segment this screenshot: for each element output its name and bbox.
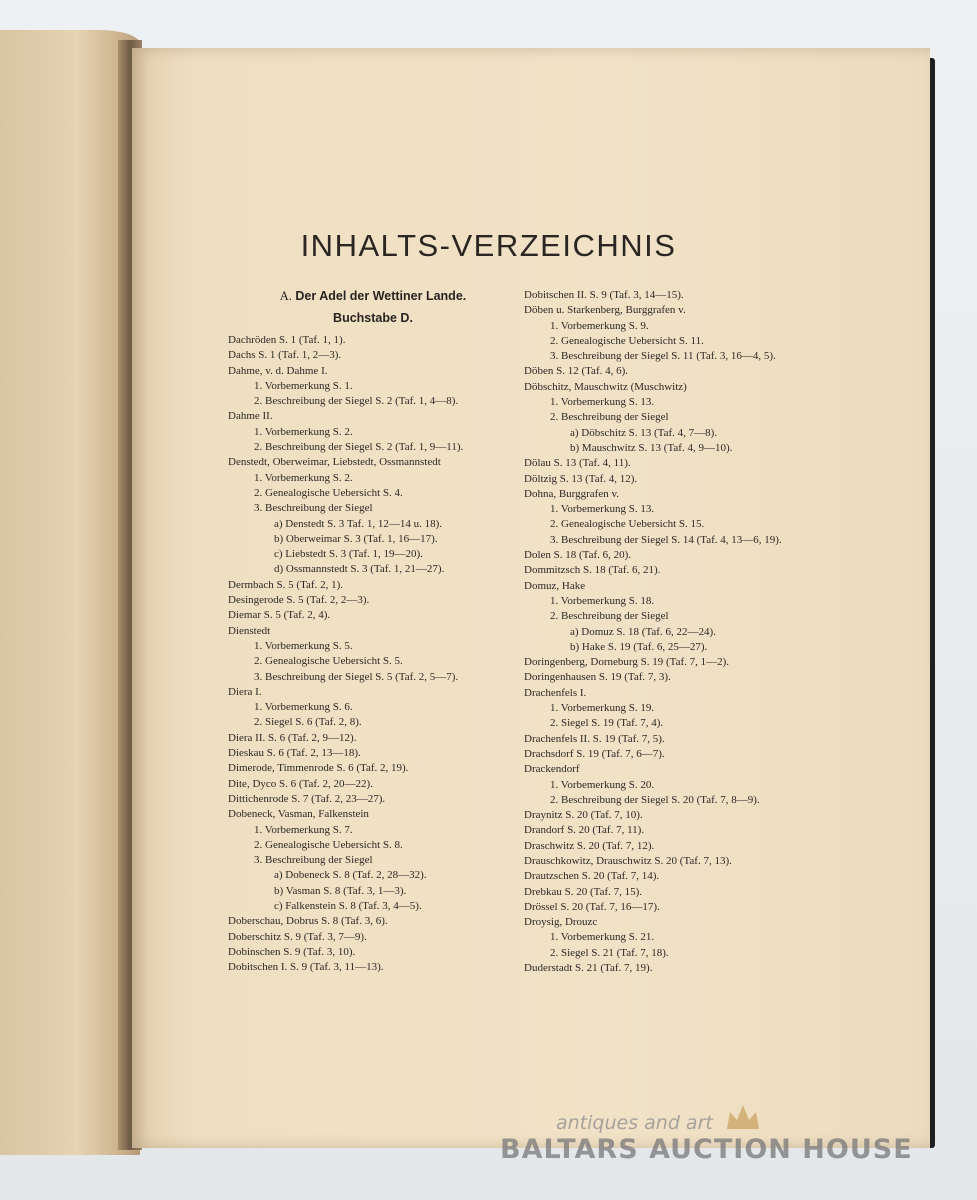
watermark-brand: BALTARS AUCTION HOUSE [500, 1134, 913, 1165]
toc-subentry: 1. Vorbemerkung S. 2. [254, 425, 353, 438]
toc-subentry: 1. Vorbemerkung S. 5. [254, 639, 353, 652]
toc-entry: Dobinschen S. 9 (Taf. 3, 10). [228, 945, 356, 958]
toc-subentry: b) Oberweimar S. 3 (Taf. 1, 16—17). [274, 532, 438, 545]
toc-entry: Doberschitz S. 9 (Taf. 3, 7—9). [228, 930, 367, 943]
toc-entry: Duderstadt S. 21 (Taf. 7, 19). [524, 962, 653, 975]
toc-entry: Dimerode, Timmenrode S. 6 (Taf. 2, 19). [228, 762, 409, 775]
toc-entry: Draschwitz S. 20 (Taf. 7, 12). [524, 839, 655, 852]
section-heading [228, 288, 518, 305]
toc-entry: Dachs S. 1 (Taf. 1, 2—3). [228, 349, 342, 362]
toc-subentry: 2. Beschreibung der Siegel S. 2 (Taf. 1, 4—8). [254, 395, 459, 408]
toc-subentry: 2. Siegel S. 6 (Taf. 2, 8). [254, 716, 362, 729]
toc-entry: Drachenfels II. S. 19 (Taf. 7, 5). [524, 732, 665, 745]
toc-entry: Döben u. Starkenberg, Burggrafen v. [524, 304, 686, 317]
toc-entry: Dohna, Burggrafen v. [524, 487, 620, 500]
toc-subentry: 2. Genealogische Uebersicht S. 8. [254, 838, 403, 851]
toc-entry: Denstedt, Oberweimar, Liebstedt, Ossmannstedt [228, 456, 441, 469]
toc-entry: Dobitschen II. S. 9 (Taf. 3, 14—15). [524, 289, 684, 301]
toc-subentry: 2. Genealogische Uebersicht S. 15. [550, 518, 705, 531]
toc-entry: Dienstedt [228, 624, 271, 637]
toc-entry: Dommitzsch S. 18 (Taf. 6, 21). [524, 564, 661, 577]
toc-subentry: 2. Beschreibung der Siegel [550, 411, 669, 424]
toc-subentry: 1. Vorbemerkung S. 1. [254, 379, 353, 392]
section-title: Der Adel der Wettiner Lande. [295, 289, 467, 303]
toc-list-left [228, 333, 518, 975]
toc-subentry: 2. Genealogische Uebersicht S. 5. [254, 655, 403, 668]
toc-subentry: 3. Beschreibung der Siegel [254, 502, 373, 515]
toc-entry: Doringenberg, Dorneburg S. 19 (Taf. 7, 1—2). [524, 656, 730, 669]
toc-subentry: 3. Beschreibung der Siegel S. 5 (Taf. 2, 5—7). [254, 670, 459, 683]
toc-list-right [524, 288, 874, 976]
toc-subentry: a) Döbschitz S. 13 (Taf. 4, 7—8). [570, 426, 718, 439]
toc-subentry: c) Falkenstein S. 8 (Taf. 3, 4—5). [274, 899, 422, 912]
toc-subentry: a) Domuz S. 18 (Taf. 6, 22—24). [570, 625, 716, 638]
toc-subentry: 1. Vorbemerkung S. 2. [254, 471, 353, 484]
toc-subentry: 1. Vorbemerkung S. 20. [550, 778, 655, 791]
toc-subentry: 1. Vorbemerkung S. 7. [254, 823, 353, 836]
section-letter: A. [279, 289, 292, 303]
toc-entry: Domuz, Hake [524, 579, 586, 592]
toc-entry: Diera II. S. 6 (Taf. 2, 9—12). [228, 731, 357, 744]
toc-entry: Dahme II. [228, 410, 273, 423]
toc-entry: Döbschitz, Mauschwitz (Muschwitz) [524, 380, 687, 393]
toc-subentry: 1. Vorbemerkung S. 6. [254, 701, 353, 714]
toc-entry: Drachenfels I. [524, 686, 587, 699]
toc-entry: Dobitschen I. S. 9 (Taf. 3, 11—13). [228, 961, 384, 974]
toc-subentry: d) Ossmannstedt S. 3 (Taf. 1, 21—27). [274, 563, 445, 576]
toc-entry: Dieskau S. 6 (Taf. 2, 13—18). [228, 747, 361, 760]
toc-entry: Dolen S. 18 (Taf. 6, 20). [524, 549, 632, 562]
toc-entry: Drautzschen S. 20 (Taf. 7, 14). [524, 870, 660, 883]
toc-entry: Dermbach S. 5 (Taf. 2, 1). [228, 578, 344, 591]
toc-entry: Doberschau, Dobrus S. 8 (Taf. 3, 6). [228, 915, 388, 928]
toc-entry: Drauschkowitz, Drauschwitz S. 20 (Taf. 7, 13). [524, 854, 732, 867]
toc-subentry: 1. Vorbemerkung S. 19. [550, 702, 655, 715]
watermark-tagline: antiques and art [556, 1112, 713, 1134]
toc-entry: Dachröden S. 1 (Taf. 1, 1). [228, 334, 346, 346]
toc-entry: Dölau S. 13 (Taf. 4, 11). [524, 457, 631, 470]
toc-entry: Drebkau S. 20 (Taf. 7, 15). [524, 885, 643, 898]
toc-entry: Dite, Dyco S. 6 (Taf. 2, 20—22). [228, 777, 373, 790]
toc-subentry: 3. Beschreibung der Siegel S. 14 (Taf. 4, 13—6, 19). [550, 533, 782, 546]
toc-subentry: 1. Vorbemerkung S. 13. [550, 396, 655, 409]
toc-entry: Drachsdorf S. 19 (Taf. 7, 6—7). [524, 747, 665, 760]
toc-subentry: c) Liebstedt S. 3 (Taf. 1, 19—20). [274, 548, 423, 561]
toc-entry: Döltzig S. 13 (Taf. 4, 12). [524, 472, 638, 485]
toc-subentry: 2. Beschreibung der Siegel [550, 610, 669, 623]
toc-entry: Drackendorf [524, 763, 580, 776]
toc-subentry: 2. Siegel S. 21 (Taf. 7, 18). [550, 946, 669, 959]
toc-subentry: 2. Genealogische Uebersicht S. 11. [550, 334, 704, 347]
toc-subentry: 2. Beschreibung der Siegel S. 20 (Taf. 7, 8—9). [550, 793, 760, 806]
toc-subentry: 1. Vorbemerkung S. 21. [550, 931, 655, 944]
crown-icon [724, 1102, 762, 1132]
toc-entry: Dobeneck, Vasman, Falkenstein [228, 808, 369, 821]
toc-subentry: b) Vasman S. 8 (Taf. 3, 1—3). [274, 884, 407, 897]
page-title: INHALTS-VERZEICHNIS [300, 228, 677, 263]
toc-entry: Droysig, Drouzc [524, 916, 598, 929]
toc-left-column [228, 288, 518, 975]
toc-entry: Desingerode S. 5 (Taf. 2, 2—3). [228, 594, 370, 607]
toc-entry: Döben S. 12 (Taf. 4, 6). [524, 365, 629, 378]
toc-entry: Drössel S. 20 (Taf. 7, 16—17). [524, 900, 660, 913]
toc-entry: Drandorf S. 20 (Taf. 7, 11). [524, 824, 645, 837]
toc-subentry: b) Hake S. 19 (Taf. 6, 25—27). [570, 640, 708, 653]
toc-entry: Diera I. [228, 685, 262, 698]
toc-entry: Dahme, v. d. Dahme I. [228, 364, 328, 377]
toc-subentry: 1. Vorbemerkung S. 18. [550, 594, 655, 607]
toc-subentry: 1. Vorbemerkung S. 9. [550, 319, 649, 332]
toc-subentry: 2. Genealogische Uebersicht S. 4. [254, 486, 403, 499]
toc-subentry: a) Denstedt S. 3 Taf. 1, 12—14 u. 18). [274, 517, 442, 530]
toc-subentry: b) Mauschwitz S. 13 (Taf. 4, 9—10). [570, 441, 733, 454]
toc-subentry: 2. Beschreibung der Siegel S. 2 (Taf. 1, 9—11). [254, 441, 464, 454]
toc-entry: Doringenhausen S. 19 (Taf. 7, 3). [524, 671, 671, 684]
toc-subentry: 2. Siegel S. 19 (Taf. 7, 4). [550, 717, 664, 730]
toc-subentry: a) Dobeneck S. 8 (Taf. 2, 28—32). [274, 869, 427, 882]
toc-entry: Draynitz S. 20 (Taf. 7, 10). [524, 809, 643, 822]
toc-subentry: 3. Beschreibung der Siegel S. 11 (Taf. 3, 16—4, 5). [550, 350, 776, 363]
toc-right-column [524, 288, 874, 976]
toc-subentry: 1. Vorbemerkung S. 13. [550, 503, 655, 516]
toc-entry: Dittichenrode S. 7 (Taf. 2, 23—27). [228, 792, 386, 805]
toc-entry: Diemar S. 5 (Taf. 2, 4). [228, 609, 331, 622]
letter-subheading: Buchstabe D. [333, 311, 413, 325]
toc-subentry: 3. Beschreibung der Siegel [254, 854, 373, 867]
